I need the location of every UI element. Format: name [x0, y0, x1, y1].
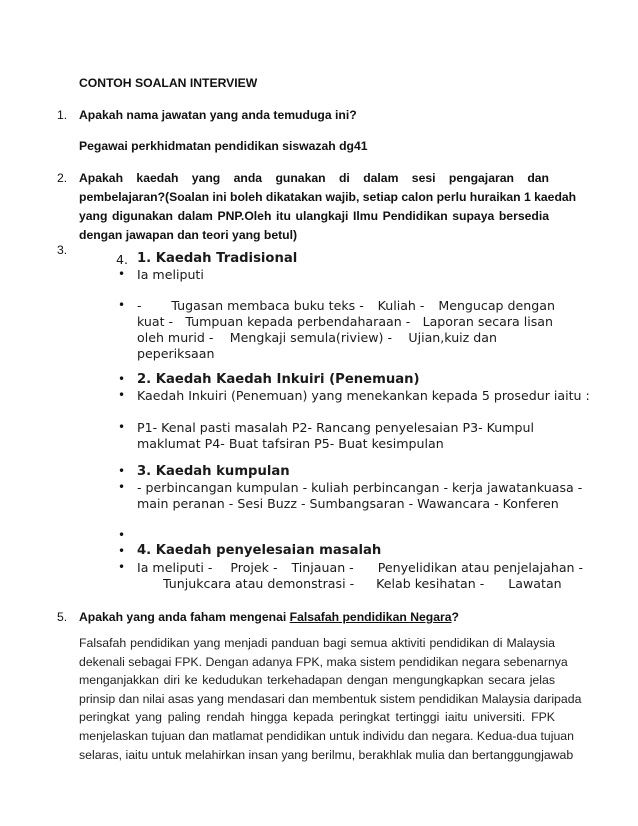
method-4-heading: 4. Kaedah penyelesaian masalah	[137, 543, 382, 558]
q5-prefix: Apakah yang anda faham mengenai	[79, 610, 290, 624]
mas-projek: Projek -	[230, 560, 278, 575]
method-2-procedure-line-2: maklumat P4- Buat tafsiran P5- Buat kesimpulan	[137, 436, 444, 451]
method-1-heading: 1. Kaedah Tradisional	[137, 251, 298, 266]
row2-tumpuan: Tumpuan kepada perbendaharaan -	[185, 314, 411, 329]
bullet-icon: •	[118, 480, 126, 494]
mas-meliputi: Ia meliputi -	[137, 560, 213, 575]
answer-5-paragraph	[79, 634, 582, 764]
question-2-line-1	[79, 169, 549, 188]
document-title: CONTOH SOALAN INTERVIEW	[79, 76, 258, 90]
paragraph-line: menganjakkan diri ke kedudukan terkehadapan dengan mengungkapkan secara jelas	[79, 673, 555, 688]
method-1-row-4: peperiksaan	[137, 346, 215, 361]
method-2-inkuiri: Kaedah Inkuiri (Penemuan) yang menekankan kepada 5 prosedur iaitu :	[137, 388, 590, 403]
question-2-line-4: dengan jawapan dan teori yang betul)	[79, 228, 298, 242]
row3-oleh: oleh murid -	[137, 330, 214, 345]
paragraph-line: peringkat yang paling rendah hingga kepada peringkat tertinggi iaitu universiti. FPK	[79, 710, 555, 725]
question-1-text: Apakah nama jawatan yang anda temuduga ini?	[79, 108, 357, 122]
method-3-heading: 3. Kaedah kumpulan	[137, 464, 290, 479]
row2-laporan: Laporan secara lisan	[422, 314, 553, 329]
mas-tunjukcara: Tunjukcara atau demonstrasi -	[163, 576, 355, 591]
row2-kuat: kuat -	[137, 314, 174, 329]
bullet-icon: •	[118, 388, 126, 402]
method-2-heading: 2. Kaedah Kaedah Inkuiri (Penemuan)	[137, 372, 420, 387]
bullet-icon: •	[118, 560, 126, 574]
question-5-number: 5.	[57, 610, 68, 624]
method-3-line-1: - perbincangan kumpulan - kuliah perbincangan - kerja jawatankuasa -	[137, 480, 583, 495]
method-1-row-2	[137, 313, 553, 330]
row1-dash: -	[137, 298, 142, 313]
mas-tinjauan: Tinjauan -	[291, 560, 354, 575]
bullet-icon: •	[118, 528, 126, 542]
method-1-row-1	[137, 297, 555, 314]
paragraph-line: dekenali sebagai FPK. Dengan adanya FPK, maka sistem pendidikan negara sebenarnya	[79, 654, 568, 669]
method-4-row-1	[137, 559, 584, 576]
list-number-4: 4.	[116, 252, 129, 267]
q2-line1-text: Apakah kaedah yang anda gunakan di dalam sesi pengajaran dan	[79, 171, 549, 185]
question-2-line-3: yang digunakan dalam PNP.Oleh itu ulangkaji Ilmu Pendidikan supaya bersedia	[79, 209, 549, 223]
question-5-text	[79, 608, 459, 627]
question-2-line-2: pembelajaran?(Soalan ini boleh dikatakan wajib, setiap calon perlu huraikan 1 kaedah	[79, 190, 577, 204]
mas-lawatan: Lawatan	[508, 576, 562, 591]
method-3-line-2: main peranan - Sesi Buzz - Sumbangsaran - Wawancara - Konferen	[137, 496, 559, 511]
bullet-icon: •	[118, 298, 126, 312]
bullet-icon: •	[118, 372, 126, 386]
row3-mengkaji: Mengkaji semula(riview) -	[229, 330, 392, 345]
question-2-number: 2.	[57, 171, 68, 185]
method-1-meliputi: Ia meliputi	[137, 267, 204, 282]
mas-penyelidikan: Penyelidikan atau penjelajahan -	[377, 560, 584, 575]
method-1-row-3	[137, 329, 497, 346]
row3-ujian: Ujian,kuiz dan	[408, 330, 497, 345]
question-1-number: 1.	[57, 108, 68, 122]
paragraph-line: Falsafah pendidikan yang menjadi panduan bagi semua aktiviti pendidikan di Malaysia	[79, 636, 555, 650]
bullet-icon: •	[118, 544, 126, 558]
bullet-icon: •	[118, 267, 126, 281]
row1-kuliah: Kuliah -	[377, 298, 425, 313]
mas-kelab: Kelab kesihatan -	[376, 576, 485, 591]
q5-underlined-term: Falsafah pendidikan Negara	[289, 610, 452, 624]
paragraph-line: menjelaskan tujuan dan matlamat pendidikan untuk individu dan negara. Kedua-dua tujuan	[79, 728, 574, 743]
question-3-number: 3.	[57, 243, 68, 257]
row1-mengucap: Mengucap dengan	[438, 298, 555, 313]
bullet-icon: •	[118, 420, 126, 434]
method-4-row-2	[163, 575, 562, 592]
row1-tugasan: Tugasan membaca buku teks -	[171, 298, 364, 313]
paragraph-line: prinsip dan nilai asas yang mendasari dan membentuk sistem pendidikan Malaysia daripada	[79, 691, 582, 706]
q5-suffix: ?	[451, 610, 459, 624]
question-1-answer: Pegawai perkhidmatan pendidikan siswazah dg41	[79, 139, 368, 153]
method-2-procedure-line-1: P1- Kenal pasti masalah P2- Rancang penyelesaian P3- Kumpul	[137, 420, 535, 435]
bullet-icon: •	[118, 464, 126, 478]
paragraph-line: selaras, iaitu untuk melahirkan insan yang berilmu, berakhlak mulia dan bertanggungjawab	[79, 747, 574, 762]
